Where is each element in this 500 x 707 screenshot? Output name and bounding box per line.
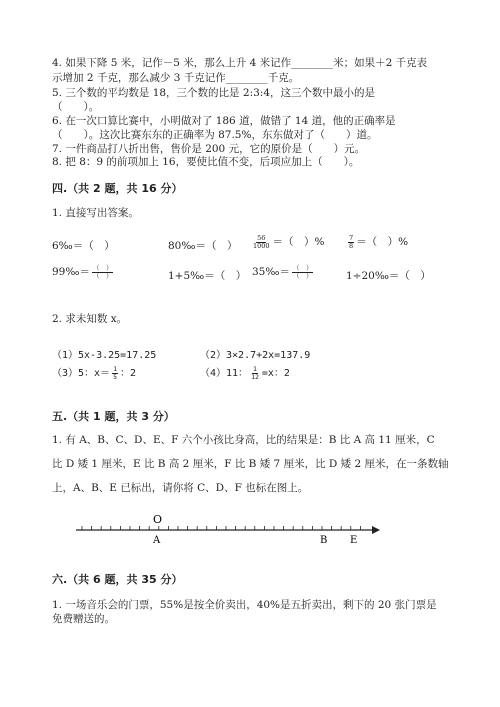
q6-line1: 6. 在一次口算比赛中，小明做对了 186 道，做错了 14 道，他的正确率是: [52, 115, 396, 127]
equation-4: （4）11： $\frac{1}{12}$ =x：2: [200, 364, 290, 381]
section5-heading: 五.（共 1 题，共 3 分）: [52, 410, 175, 423]
calc-7-8: $\frac{7}{8}$ ＝（ ）%: [349, 233, 409, 250]
section4-q1: 1. 直接写出答案。: [52, 207, 139, 219]
q5-line1: 5. 三个数的平均数是 18，三个数的比是 2:3:4，这三个数中最小的是: [52, 87, 376, 99]
fraction-1-12: $\frac{1}{12}$: [251, 364, 259, 381]
calc-1-div-20permille: 1÷20‰＝（ ）: [346, 270, 431, 282]
fraction-1-5: $\frac{1}{5}$: [113, 364, 117, 381]
section6-line2: 免费赠送的。: [52, 613, 115, 625]
section5-line1: 1. 有 A、B、C、D、E、F 六个小孩比身高，比的结果是：B 比 A 高 11 厘米，C: [52, 434, 435, 446]
equation-3: （3）5：x＝ $\frac{1}{5}$ ：2: [52, 364, 137, 381]
section5-line3: 上，A、B、E 已标出，请你将 C、D、F 也标在图上。: [52, 482, 309, 494]
q8-line: 8. 把 8：9 的前项加上 16，要使比值不变，后项应加上（ ）。: [52, 156, 360, 168]
equation-2: （2）3×2.7+2x=137.9: [200, 350, 311, 361]
point-b-label: B: [320, 535, 328, 546]
section4-q2: 2. 求未知数 x。: [52, 313, 128, 325]
section4-heading: 四.（共 2 题，共 16 分）: [52, 182, 183, 195]
q6-line2: （ ）。这次比赛东东的正确率为 87.5%，东东做对了（ ）道。: [52, 129, 378, 141]
section6-line1: 1. 一场音乐会的门票，55%是按全价卖出，40%是五折卖出，剩下的 20 张门票是: [52, 599, 437, 611]
point-e-label: E: [350, 535, 358, 546]
number-line: [0, 505, 500, 550]
q4-line2: 示增加 2 千克，那么减少 3 千克记作________千克。: [52, 72, 300, 84]
fraction-blank: $\frac{( )}{( )}$: [92, 263, 113, 280]
calc-99permille: 99‰＝ $\frac{( )}{( )}$: [52, 263, 113, 280]
fraction-blank: $\frac{( )}{( )}$: [292, 263, 313, 280]
q5-line2: （ ）。: [52, 101, 100, 113]
section5-line2: 比 D 矮 1 厘米，E 比 B 高 2 厘米，F 比 B 矮 7 厘米，比 D 矮 2 厘米，在一条数轴: [52, 458, 449, 470]
equation-1: （1）5x-3.25=17.25: [52, 350, 157, 361]
q7-line: 7. 一件商品打八折出售，售价是 200 元，它的原价是（ ）元。: [52, 143, 366, 155]
section6-heading: 六.（共 6 题，共 35 分）: [52, 573, 183, 586]
calc-35permille: 35‰＝ $\frac{( )}{( )}$: [252, 263, 313, 280]
calc-80permille: 80‰＝（ ）: [168, 240, 238, 252]
origin-label: O: [153, 513, 163, 526]
calc-6permille: 6‰＝（ ）: [52, 240, 115, 252]
fraction-56-1000: $\frac{56}{1000}$: [253, 233, 270, 250]
q4-line1: 4. 如果下降 5 米，记作－5 米，那么上升 4 米记作________米；如果＋2 千克表: [52, 57, 428, 69]
number-line-arrow-icon: [372, 526, 380, 534]
fraction-7-8: $\frac{7}{8}$: [349, 233, 354, 250]
point-a-label: A: [153, 535, 161, 546]
calc-56-1000: $\frac{56}{1000}$ ＝（ ）%: [253, 233, 325, 250]
calc-1-plus-5permille: 1+5‰＝（ ）: [168, 270, 247, 282]
